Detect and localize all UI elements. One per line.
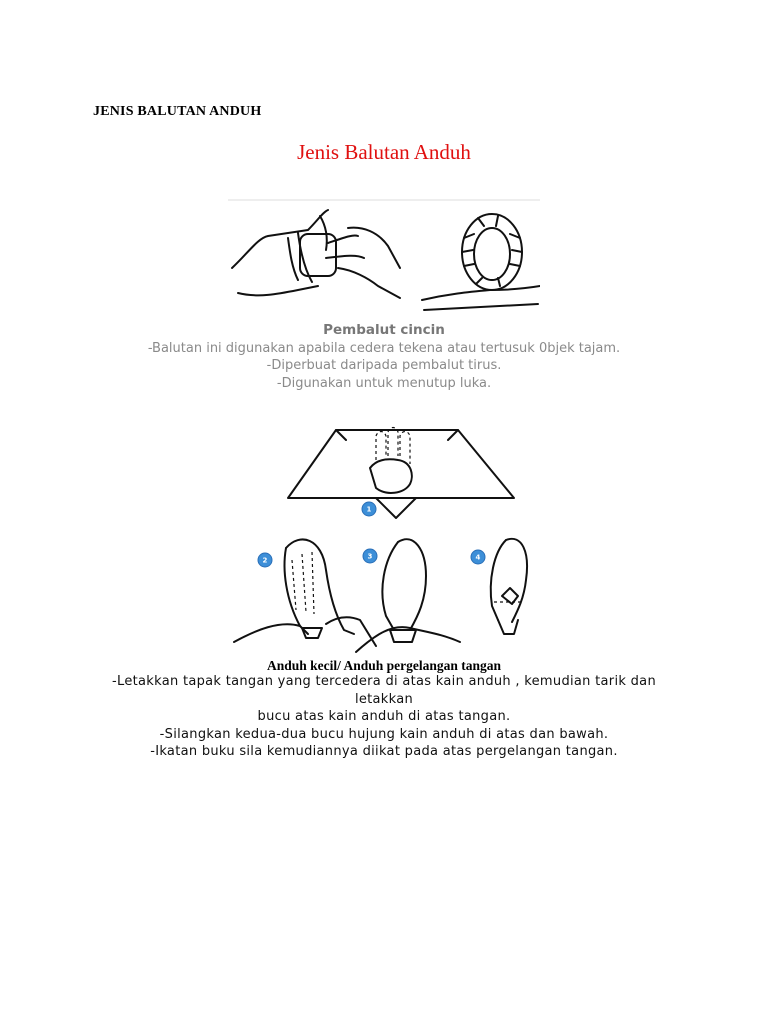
wrist-bandage-illustration — [226, 420, 548, 660]
ring-bandage-line: -Balutan ini digunakan apabila cedera tekena atau tertusuk 0bjek tajam. — [147, 340, 621, 356]
svg-text:3: 3 — [367, 552, 373, 561]
wrist-bandage-line: bucu atas kain anduh di atas tangan. — [257, 709, 511, 724]
svg-text:1: 1 — [366, 505, 372, 514]
wrist-bandage-line: -Letakkan tapak tangan yang tercedera di atas kain anduh , kemudian tarik dan letakkan — [112, 674, 656, 707]
wrist-bandage-line: -Ikatan buku sila kemudiannya diikat pada atas pergelangan tangan. — [150, 744, 618, 759]
wrist-bandage-caption — [0, 658, 768, 761]
svg-text:2: 2 — [262, 556, 268, 565]
step-badge-1 — [362, 502, 376, 516]
ring-bandage-caption — [0, 322, 768, 392]
ring-bandage-line: -Digunakan untuk menutup luka. — [276, 375, 492, 391]
wrist-bandage-title: Anduh kecil/ Anduh pergelangan tangan — [266, 658, 502, 673]
document-heading: JENIS BALUTAN ANDUH — [93, 104, 262, 119]
page-title: Jenis Balutan Anduh — [297, 140, 471, 164]
step-badge-3 — [363, 549, 377, 563]
svg-text:4: 4 — [475, 553, 481, 562]
step-badge-2 — [258, 553, 272, 567]
wrist-bandage-line: -Silangkan kedua-dua bucu hujung kain anduh di atas dan bawah. — [159, 726, 609, 742]
ring-bandage-title: Pembalut cincin — [323, 322, 445, 338]
step-badge-4 — [471, 550, 485, 564]
ring-bandage-line: -Diperbuat daripada pembalut tirus. — [266, 358, 502, 373]
ring-bandage-illustration — [228, 198, 540, 316]
